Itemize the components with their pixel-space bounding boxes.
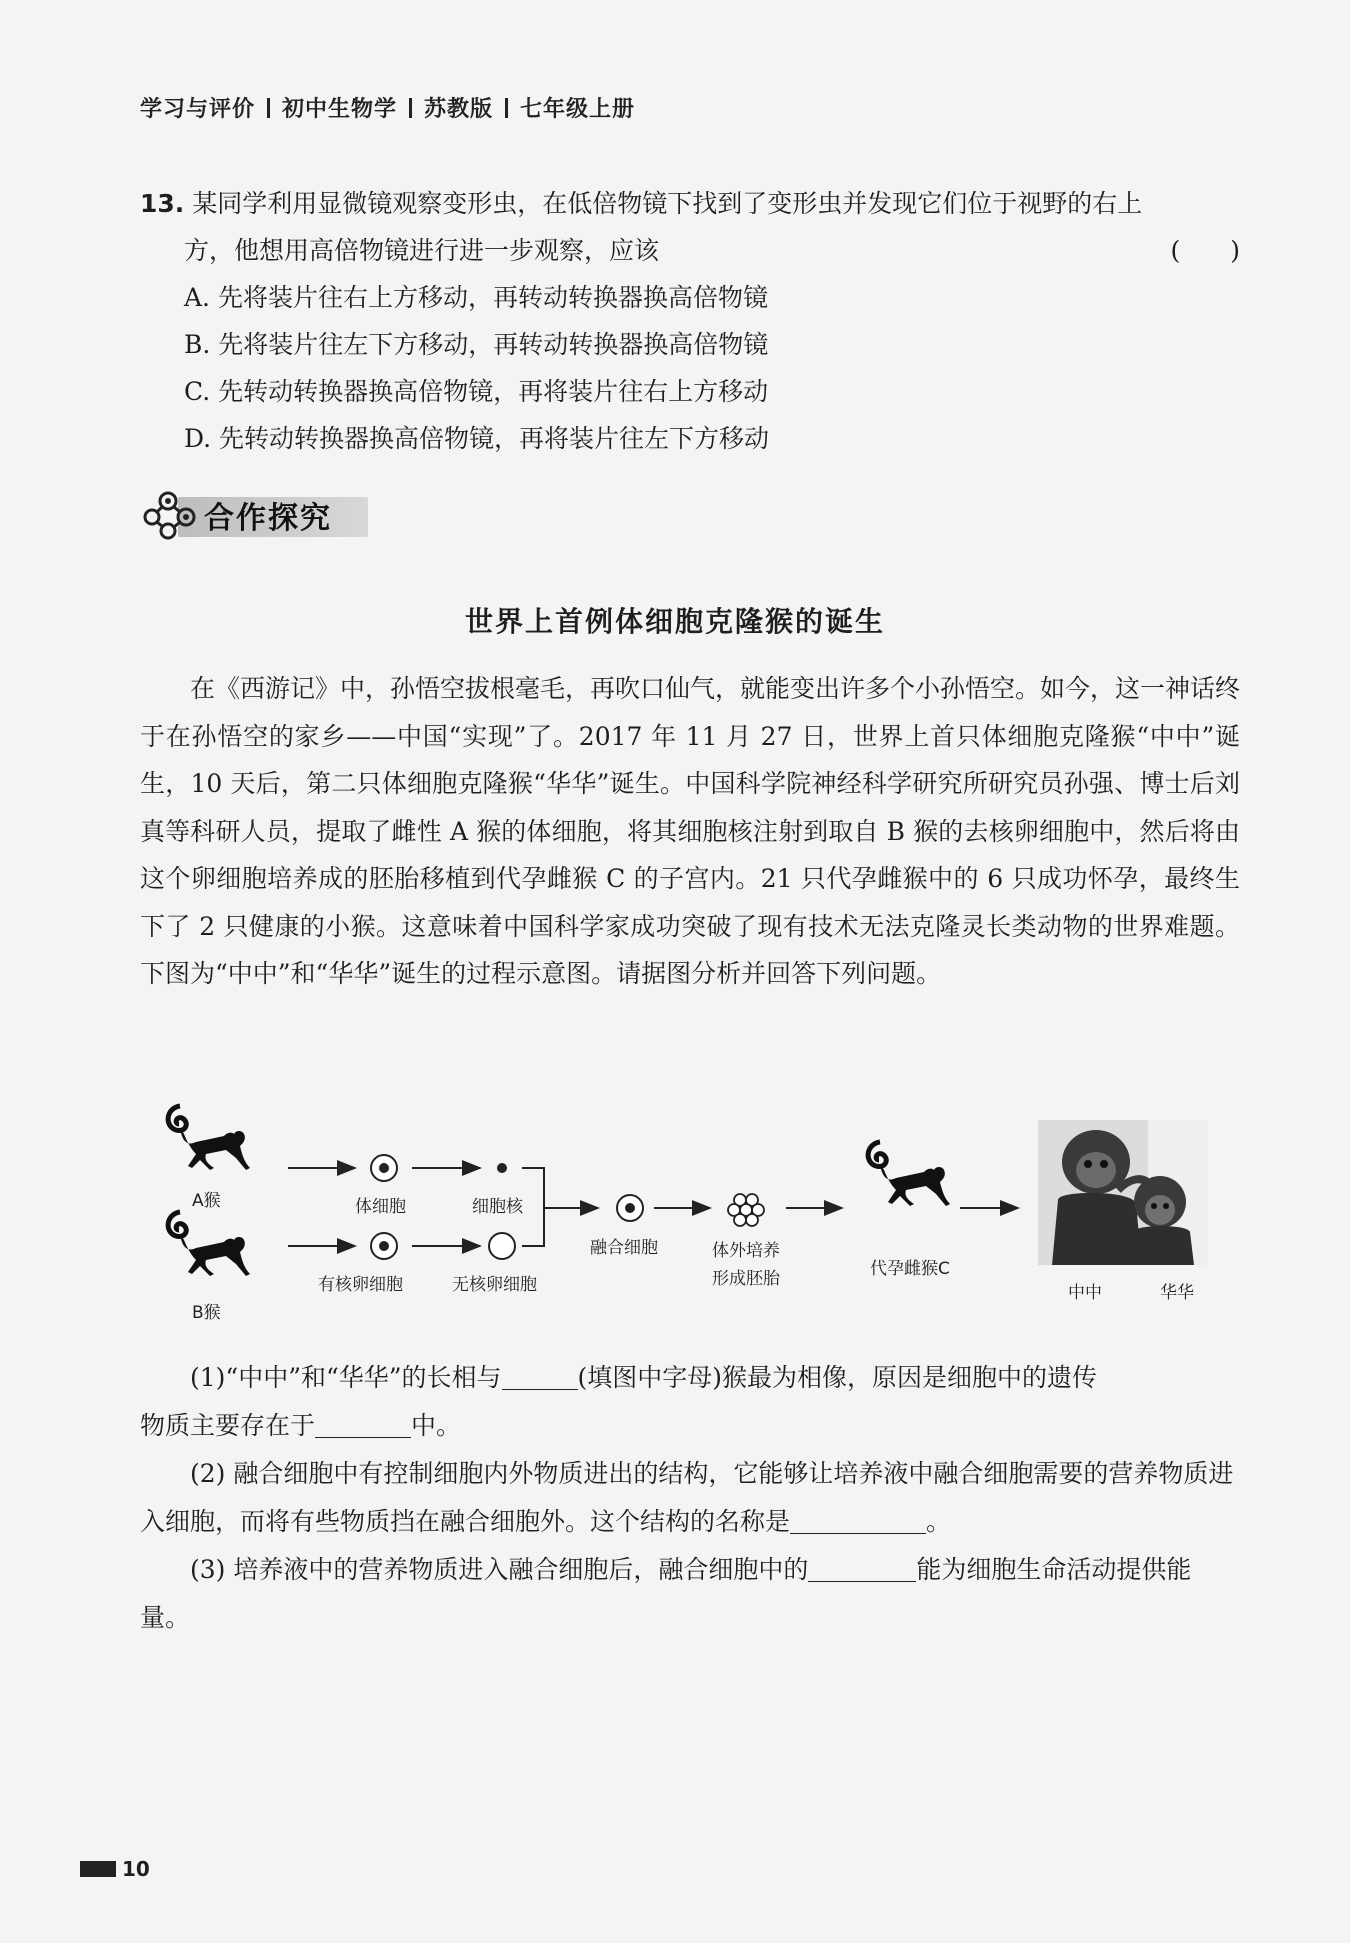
molecule-icon (138, 487, 202, 543)
header-subject: 初中生物学 (282, 97, 398, 122)
label-monkey-b: B猴 (192, 1303, 221, 1323)
embryo-icon (728, 1194, 764, 1226)
article-body (140, 665, 1240, 998)
question-stem-line2: 方，他想用高倍物镜进行进一步观察，应该 (184, 236, 660, 265)
sub-question-1: (1)“中中”和“华华”的长相与 (填图中字母)猴最为相像，原因是细胞中的遗传 (140, 1354, 1240, 1402)
question-number: 13. (140, 189, 185, 218)
header-edition: 苏教版 (424, 97, 494, 122)
cloned-monkeys-photo (1038, 1120, 1208, 1265)
surrogate-monkey-icon (868, 1142, 950, 1206)
label-surrogate: 代孕雌猴C (870, 1259, 950, 1279)
answer-parentheses: ( ) (1170, 236, 1240, 265)
label-culture-line2: 形成胚胎 (712, 1269, 780, 1289)
label-nucleus: 细胞核 (472, 1197, 523, 1217)
header-separator (505, 98, 508, 118)
article-title: 世界上首例体细胞克隆猴的诞生 (464, 605, 885, 638)
section-badge (138, 487, 368, 543)
option-d: D. 先转动转换器换高倍物镜，再将装片往左下方移动 (184, 424, 770, 453)
page-number: 10 (122, 1857, 150, 1881)
question-13 (140, 180, 1240, 462)
cloning-process-diagram (150, 1088, 1250, 1328)
sub-question-1-cont: 物质主要存在于 中。 (140, 1402, 1240, 1450)
label-nucleated-egg: 有核卵细胞 (318, 1275, 403, 1295)
footer-bar (80, 1861, 116, 1877)
monkey-a-icon (168, 1106, 250, 1170)
header-book-series: 学习与评价 (140, 97, 256, 122)
header-separator (409, 98, 412, 118)
question-stem-line1: 某同学利用显微镜观察变形虫，在低倍物镜下找到了变形虫并发现它们位于视野的右上 (192, 189, 1143, 218)
section-title: 合作探究 (204, 501, 332, 536)
header-separator (267, 98, 270, 118)
page-header (140, 92, 635, 123)
label-somatic-cell: 体细胞 (355, 1197, 406, 1217)
merge-bracket (522, 1168, 544, 1246)
sub-question-3: (3) 培养液中的营养物质进入融合细胞后，融合细胞中的 能为细胞生命活动提供能量。 (140, 1546, 1240, 1642)
enucleated-egg-icon (489, 1233, 515, 1259)
label-fused-cell: 融合细胞 (590, 1238, 658, 1258)
header-grade: 七年级上册 (520, 97, 636, 122)
article-paragraph: 在《西游记》中，孙悟空拔根毫毛，再吹口仙气，就能变出许多个小孙悟空。如今，这一神话终于在孙悟空的家乡——中国“实现”了。2017 年 11 月 27 日，世界上首只体细胞克隆猴“中中”诞生，10 天后，第二只体细胞克隆猴“华华”诞生。中国科学院神经科学研究所研究员孙强、博士后刘真等科研人员，提取了雌性 A 猴的体细胞，将其细胞核注射到取自 B 猴的去核卵细胞中，然后将由这个卵细胞培养成的胚胎移植到代孕雌猴 C 的子宫内。21 只代孕雌猴中的 6 只成功怀孕，最终生下了 2 只健康的小猴。这意味着中国科学家成功突破了现有技术无法克隆灵长类动物的世界难题。下图为“中中”和“华华”诞生的过程示意图。请据图分析并回答下列问题。 (140, 674, 1241, 988)
label-zhongzhong: 中中 (1068, 1283, 1102, 1303)
page-footer (80, 1857, 150, 1881)
sub-questions (140, 1354, 1240, 1642)
option-a: A. 先将装片往右上方移动，再转动转换器换高倍物镜 (184, 283, 768, 312)
sub-question-2: (2) 融合细胞中有控制细胞内外物质进出的结构，它能够让培养液中融合细胞需要的营养物质进入细胞，而将有些物质挡在融合细胞外。这个结构的名称是 。 (140, 1459, 1234, 1536)
answer-blank[interactable] (808, 1551, 916, 1582)
nucleus-icon (497, 1163, 507, 1173)
answer-blank[interactable] (315, 1407, 411, 1438)
option-c: C. 先转动转换器换高倍物镜，再将装片往右上方移动 (184, 377, 769, 406)
answer-blank[interactable] (502, 1359, 578, 1390)
option-b: B. 先将装片往左下方移动，再转动转换器换高倍物镜 (184, 330, 769, 359)
fused-nucleus-dot (625, 1203, 635, 1213)
label-enucleated-egg: 无核卵细胞 (452, 1275, 537, 1295)
egg-nucleus-dot (379, 1241, 389, 1251)
label-huahua: 华华 (1160, 1283, 1194, 1303)
label-monkey-a: A猴 (192, 1191, 221, 1211)
somatic-nucleus-dot (379, 1163, 389, 1173)
monkey-b-icon (168, 1212, 250, 1276)
label-culture-line1: 体外培养 (712, 1241, 780, 1261)
answer-blank[interactable] (790, 1503, 926, 1534)
